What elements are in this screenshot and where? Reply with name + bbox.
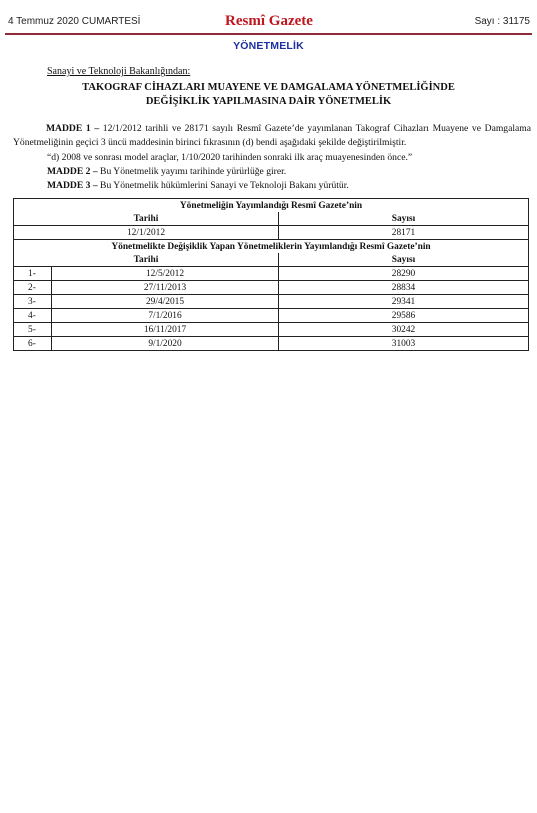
row-date: 27/11/2013 [52,281,279,295]
row-index: 6- [14,337,52,351]
table-amend-header-row [14,240,529,254]
row-number: 28834 [279,281,529,295]
table-row [14,267,529,281]
header-divider [5,33,532,35]
table-row [14,281,529,295]
table-row [14,309,529,323]
gazette-title: Resmî Gazete [225,13,313,29]
col-header-number: Sayısı [279,212,529,226]
article-2 [47,165,286,179]
article-1-text: 12/1/2012 tarihli ve 28171 sayılı Resmî Gazete’de yayımlanan Takograf Cihazları Muayene ve Damgalama Yönetmeliğinin geçici 3 üncü maddesinin birinci fıkrasının (d) bendi aşağıdaki şekilde değiştirilmiştir. [13,123,531,148]
table-row [14,337,529,351]
table-main-header: Yönetmeliğin Yayımlandığı Resmî Gazete’nin [14,199,529,213]
row-date: 16/11/2017 [52,323,279,337]
article-1 [13,122,531,150]
table-main-header-row [14,199,529,213]
article-3-text: Bu Yönetmelik hükümlerini Sanayi ve Teknoloji Bakanı yürütür. [100,180,349,191]
row-date: 7/1/2016 [52,309,279,323]
row-number: 29586 [279,309,529,323]
row-date: 9/1/2020 [52,337,279,351]
row-number: 30242 [279,323,529,337]
table-column-header-row [14,212,529,226]
issue-number: Sayı : 31175 [474,16,530,27]
issue-date: 4 Temmuz 2020 CUMARTESİ [8,16,141,27]
row-number: 28290 [279,267,529,281]
ministry-name: Sanayi ve Teknoloji Bakanlığından: [47,66,191,77]
row-index: 2- [14,281,52,295]
gazette-header [8,13,530,31]
row-number: 29341 [279,295,529,309]
amend-col-header-date: Tarihi [14,253,279,267]
main-number: 28171 [279,226,529,240]
col-header-date: Tarihi [14,212,279,226]
amend-col-header-number: Sayısı [279,253,529,267]
row-index: 4- [14,309,52,323]
article-3 [47,179,349,193]
table-amend-column-header-row [14,253,529,267]
regulation-title [20,81,517,109]
gazette-history-table [13,198,529,351]
table-row [14,226,529,240]
table-row [14,295,529,309]
article-2-text: Bu Yönetmelik yayımı tarihinde yürürlüğe girer. [100,166,287,177]
main-date: 12/1/2012 [14,226,279,240]
table-row [14,323,529,337]
row-date: 29/4/2015 [52,295,279,309]
regulation-title-line1: TAKOGRAF CİHAZLARI MUAYENE VE DAMGALAMA YÖNETMELİĞİNDE [82,82,455,93]
row-number: 31003 [279,337,529,351]
section-title: YÖNETMELİK [233,40,304,52]
article-3-label: MADDE 3 – [47,180,98,191]
article-2-label: MADDE 2 – [47,166,98,177]
row-index: 1- [14,267,52,281]
article-1-amended-text: “d) 2008 ve sonrası model araçlar, 1/10/2020 tarihinden sonraki ilk araç muayenesinden önce.” [47,152,413,163]
row-date: 12/5/2012 [52,267,279,281]
table-amend-header: Yönetmelikte Değişiklik Yapan Yönetmeliklerin Yayımlandığı Resmî Gazete’nin [14,240,529,254]
article-1-label: MADDE 1 – [46,123,100,134]
row-index: 3- [14,295,52,309]
row-index: 5- [14,323,52,337]
regulation-title-line2: DEĞİŞİKLİK YAPILMASINA DAİR YÖNETMELİK [145,96,392,107]
